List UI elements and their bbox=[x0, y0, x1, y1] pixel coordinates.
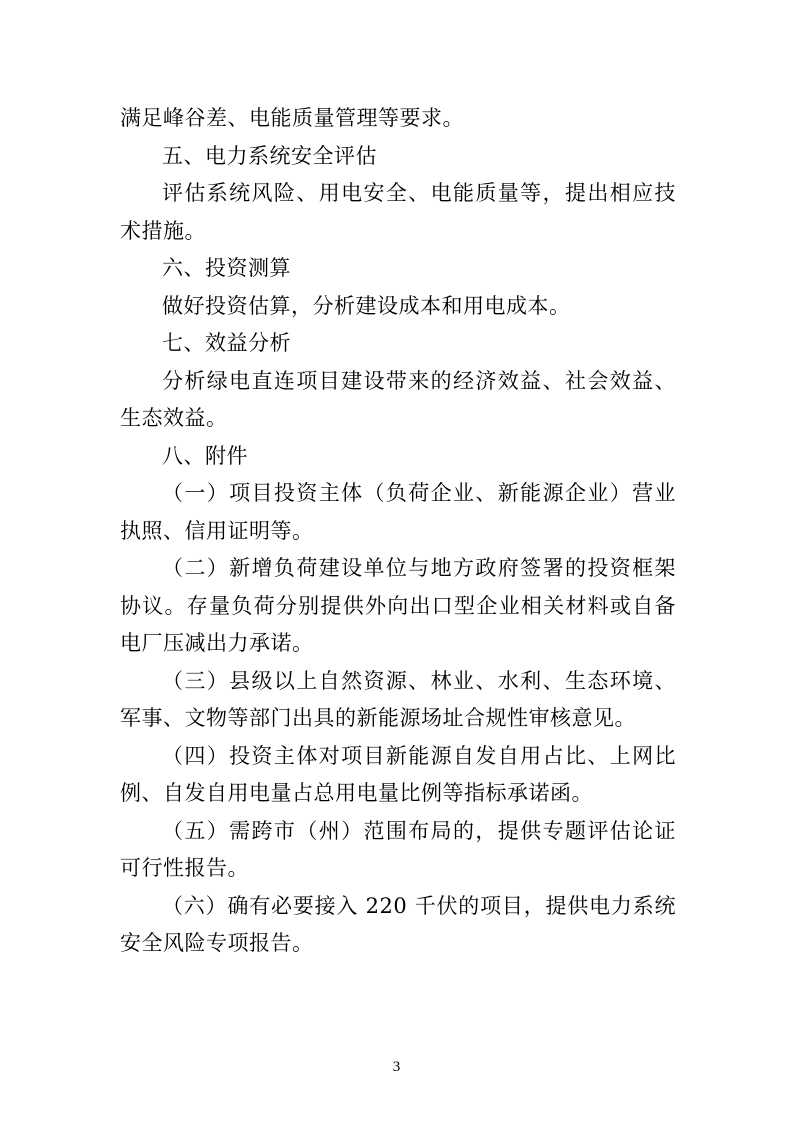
paragraph-2: 评估系统风险、用电安全、电能质量等，提出相应技术措施。 bbox=[120, 181, 676, 243]
attachment-item-2: （二）新增负荷建设单位与地方政府签署的投资框架协议。存量负荷分别提供外向出口型企业相关材料或自备电厂压减出力承诺。 bbox=[120, 556, 676, 655]
paragraph-1: 满足峰谷差、电能质量管理等要求。 bbox=[120, 106, 464, 130]
attachment-item-4: （四）投资主体对项目新能源自发自用占比、上网比例、自发自用电量占总用电量比例等指标承诺函。 bbox=[120, 743, 676, 805]
section-heading-6: 六、投资测算 bbox=[162, 256, 291, 280]
paragraph-3: 做好投资估算，分析建设成本和用电成本。 bbox=[162, 293, 571, 318]
attachment-item-5: （五）需跨市（州）范围布局的，提供专题评估论证可行性报告。 bbox=[120, 818, 676, 880]
section-heading-7: 七、效益分析 bbox=[162, 331, 291, 355]
page-number: 3 bbox=[392, 1059, 401, 1075]
section-heading-5: 五、电力系统安全评估 bbox=[162, 143, 377, 168]
section-heading-8: 八、附件 bbox=[162, 443, 248, 468]
attachment-item-3: （三）县级以上自然资源、林业、水利、生态环境、军事、文物等部门出具的新能源场址合规性审核意见。 bbox=[120, 668, 676, 730]
paragraph-4: 分析绿电直连项目建设带来的经济效益、社会效益、生态效益。 bbox=[120, 368, 676, 430]
attachment-item-6: （六）确有必要接入 220 千伏的项目，提供电力系统安全风险专项报告。 bbox=[120, 893, 676, 955]
attachment-item-1: （一）项目投资主体（负荷企业、新能源企业）营业执照、信用证明等。 bbox=[120, 481, 676, 543]
document-body bbox=[120, 100, 676, 963]
